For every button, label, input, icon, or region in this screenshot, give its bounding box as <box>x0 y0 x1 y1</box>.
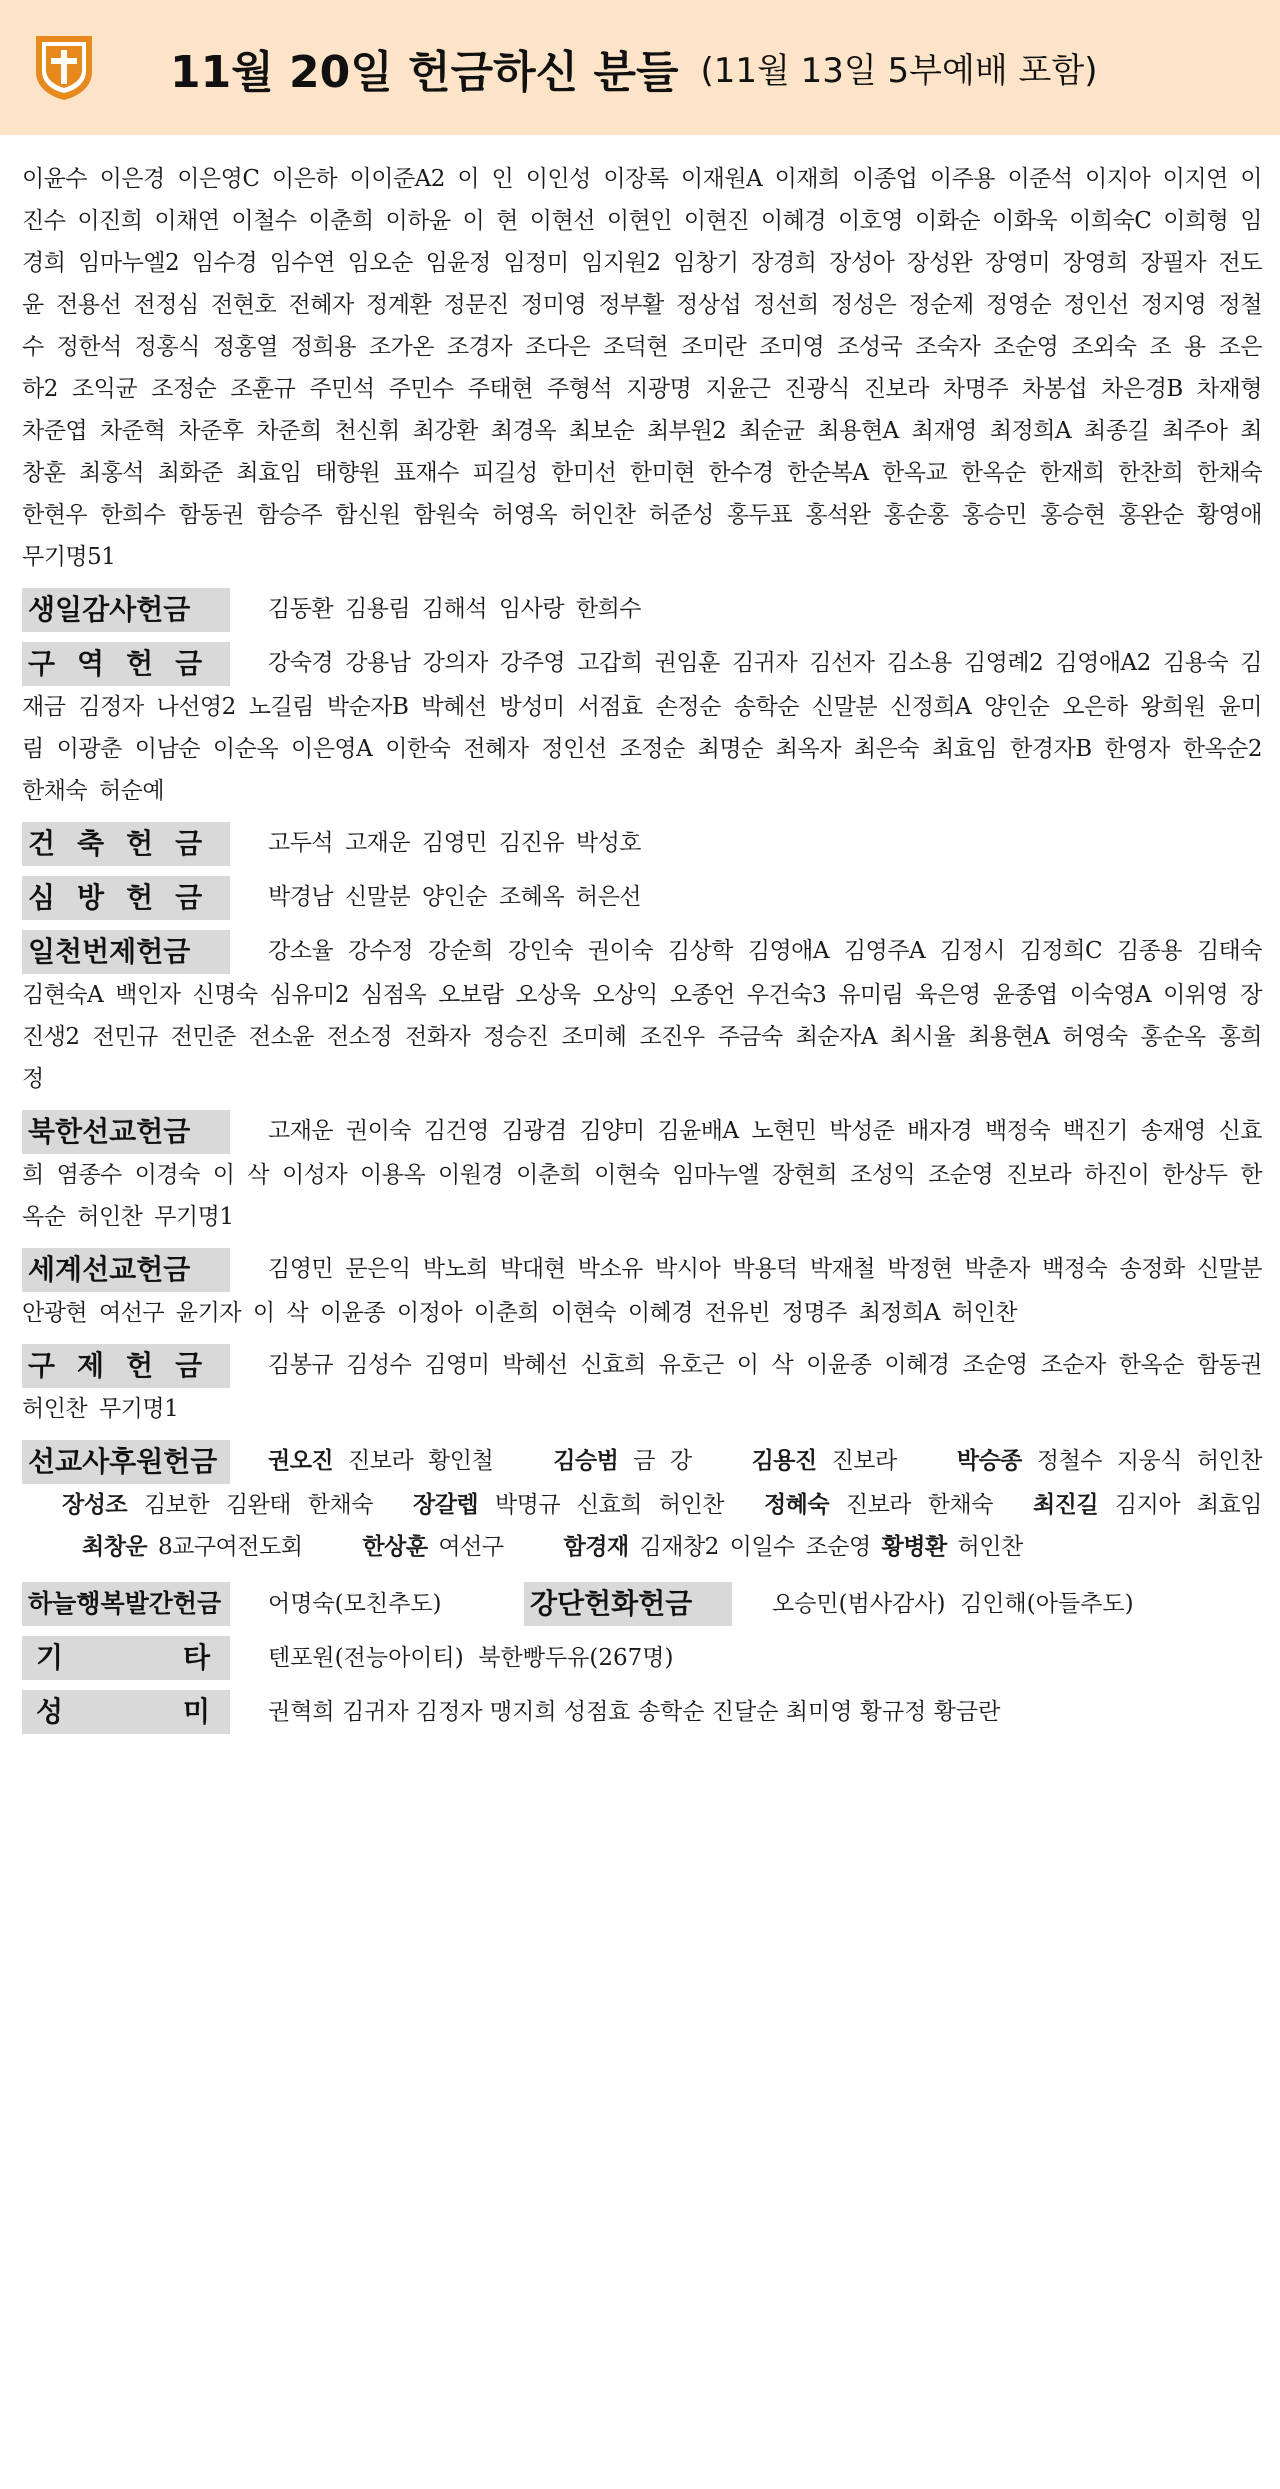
missionary-head: 박승종 <box>956 1448 1022 1474</box>
section-names: 고재운 권이숙 김건영 김광겸 김양미 김윤배A 노현민 박성준 배자경 백정숙 백진기 송재영 신효희 염종수 이경숙 이 삭 이성자 이용옥 이원경 이춘희 이현숙 임마누엘 장현희 조성익 조순영 진보라 하진이 한상두 한옥순 허인찬 무기명1 <box>22 1118 1262 1230</box>
section-names: 오승민(범사감사) 김인해(아들추도) <box>772 1591 1134 1617</box>
missionary-names: 8교구여전도회 <box>157 1534 303 1560</box>
section-label: 생일감사헌금 <box>22 588 230 632</box>
missionary-head: 김승범 <box>553 1448 619 1474</box>
missionary-head: 김용진 <box>751 1448 817 1474</box>
section-rice <box>22 1690 1262 1734</box>
missionary-head: 최진길 <box>1032 1492 1099 1518</box>
section-names: 강숙경 강용남 강의자 강주영 고갑희 권임훈 김귀자 김선자 김소용 김영례2 김영애A2 김용숙 김재금 김정자 나선영2 노길림 박순자B 박혜선 방성미 서점효 손정순 송학순 신말분 신정희A 양인순 오은하 왕희원 윤미림 이광춘 이남순 이순옥 이은영A 이한숙 전혜자 정인선 조정순 최명순 최옥자 최은숙 최효임 한경자B 한영자 한옥순2 한채숙 허순예 <box>22 650 1262 804</box>
label-text: 기타 <box>36 1641 331 1674</box>
section-names: 텐포원(전능아이티) 북한빵두유(267명) <box>268 1645 674 1671</box>
page-subtitle: (11월 13일 5부예배 포함) <box>700 51 1098 91</box>
section-label: 구역헌금 <box>22 642 230 686</box>
missionary-names: 금 강 <box>633 1448 692 1474</box>
missionary-names: 진보라 황인철 <box>348 1448 494 1474</box>
section-birthday <box>22 588 1262 632</box>
missionary-names: 허인찬 <box>957 1534 1023 1560</box>
missionary-head: 최창운 <box>82 1534 148 1560</box>
section-names: 김영민 문은익 박노희 박대현 박소유 박시아 박용덕 박재철 박정현 박춘자 백정숙 송정화 신말분 안광현 여선구 윤기자 이 삭 이윤종 이정아 이춘희 이현숙 이혜경 전유빈 정명주 최정희A 허인찬 <box>22 1256 1262 1326</box>
missionary-names: 진보라 <box>831 1448 897 1474</box>
section-building <box>22 822 1262 866</box>
missionary-names: 정철수 지웅식 허인찬 <box>1036 1448 1262 1474</box>
section-missionary <box>22 1440 1262 1568</box>
section-visitation <box>22 876 1262 920</box>
section-names: 김봉규 김성수 김영미 박혜선 신효희 유호근 이 삭 이윤종 이혜경 조순영 조순자 한옥순 함동권 허인찬 무기명1 <box>22 1352 1262 1422</box>
section-names: 고두석 고재운 김영민 김진유 박성호 <box>268 830 642 856</box>
label-text: 성미 <box>36 1695 331 1728</box>
missionary-head: 장갈렙 <box>412 1492 479 1518</box>
section-world-mission <box>22 1248 1262 1334</box>
section-label: 구제헌금 <box>22 1344 230 1388</box>
section-etc <box>22 1636 1262 1680</box>
section-label: 건축헌금 <box>22 822 230 866</box>
section-names: 박경남 신말분 양인순 조혜옥 허은선 <box>268 884 642 910</box>
section-label: 북한선교헌금 <box>22 1110 230 1154</box>
header <box>0 0 1280 135</box>
missionary-head: 권오진 <box>268 1448 334 1474</box>
missionary-names: 여선구 <box>438 1534 504 1560</box>
general-offering-names: 이윤수 이은경 이은영C 이은하 이이준A2 이 인 이인성 이장록 이재원A 이재희 이종업 이주용 이준석 이지아 이지연 이진수 이진희 이채연 이철수 이춘희 이하윤 이 현 이현선 이현인 이현진 이혜경 이호영 이화순 이화욱 이희숙C 이희형 임경희 임마누엘2 임수경 임수연 임오순 임윤정 임정미 임지원2 임창기 장경희 장성아 장성완 장영미 장영희 장필자 전도윤 전용선 전정심 전현호 전혜자 정계환 정문진 정미영 정부활 정상섭 정선희 정성은 정순제 정영순 정인선 정지영 정철수 정한석 정홍식 정홍열 정희용 조가온 조경자 조다은 조덕현 조미란 조미영 조성국 조숙자 조순영 조외숙 조 용 조은하2 조익균 조정순 조훈규 주민석 주민수 주태현 주형석 지광명 지윤근 진광식 진보라 차명주 차봉섭 차은경B 차재형 차준엽 차준혁 차준후 차준희 천신휘 최강환 최경옥 최보순 최부원2 최순균 최용현A 최재영 최정희A 최종길 최주아 최창훈 최홍석 최화준 최효임 태향원 표재수 피길성 한미선 한미현 한수경 한순복A 한옥교 한옥순 한재희 한찬희 한채숙 한현우 한희수 함동권 함승주 함신원 함원숙 허영옥 허인찬 허준성 홍두표 홍석완 홍순홍 홍승민 홍승현 홍완순 황영애 무기명51 <box>22 166 1262 570</box>
church-cross-logo-icon <box>28 30 100 102</box>
page-title: 11월 20일 헌금하신 분들 <box>170 46 679 98</box>
missionary-names: 박명규 신효희 허인찬 <box>494 1492 724 1518</box>
section-label <box>22 1690 331 1734</box>
section-names: 김동환 김용림 김해석 임사랑 한희수 <box>268 596 642 622</box>
section-names: 강소율 강수정 강순희 강인숙 권이숙 김상학 김영애A 김영주A 김정시 김정희C 김종용 김태숙 김현숙A 백인자 신명숙 심유미2 심점옥 오보람 오상욱 오상익 오종언 우건숙3 유미림 육은영 윤종엽 이숙영A 이위영 장진생2 전민규 전민준 전소윤 전소정 전화자 정승진 조미혜 조진우 주금숙 최순자A 최시율 최용현A 허영숙 홍순옥 홍희정 <box>22 938 1262 1092</box>
missionary-names: 김재창2 이일수 조순영 <box>639 1534 871 1560</box>
missionary-names: 진보라 한채숙 <box>845 1492 993 1518</box>
section-heaven-pulpit <box>22 1582 1262 1626</box>
missionary-names: 김지아 최효임 <box>1114 1492 1262 1518</box>
section-label: 강단헌화헌금 <box>524 1582 732 1626</box>
section-thousand <box>22 930 1262 1100</box>
section-north-korea <box>22 1110 1262 1238</box>
missionary-head: 한상훈 <box>362 1534 428 1560</box>
section-label: 선교사후원헌금 <box>22 1440 230 1484</box>
missionary-head: 장성조 <box>62 1492 128 1518</box>
section-district <box>22 642 1262 812</box>
missionary-head: 황병환 <box>881 1534 947 1560</box>
section-names: 권혁희 김귀자 김정자 맹지희 성점효 송학순 진달순 최미영 황규정 황금란 <box>268 1699 1001 1725</box>
missionary-head: 정혜숙 <box>763 1492 830 1518</box>
section-relief <box>22 1344 1262 1430</box>
section-label: 하늘행복발간헌금 <box>22 1582 230 1626</box>
missionary-names: 김보한 김완태 한채숙 <box>143 1492 373 1518</box>
section-label <box>22 1636 331 1680</box>
missionary-head: 함경재 <box>563 1534 629 1560</box>
section-label: 심방헌금 <box>22 876 230 920</box>
section-label: 세계선교헌금 <box>22 1248 230 1292</box>
section-names: 어명숙(모친추도) <box>268 1591 442 1617</box>
offering-list <box>22 158 1262 1734</box>
section-label: 일천번제헌금 <box>22 930 230 974</box>
